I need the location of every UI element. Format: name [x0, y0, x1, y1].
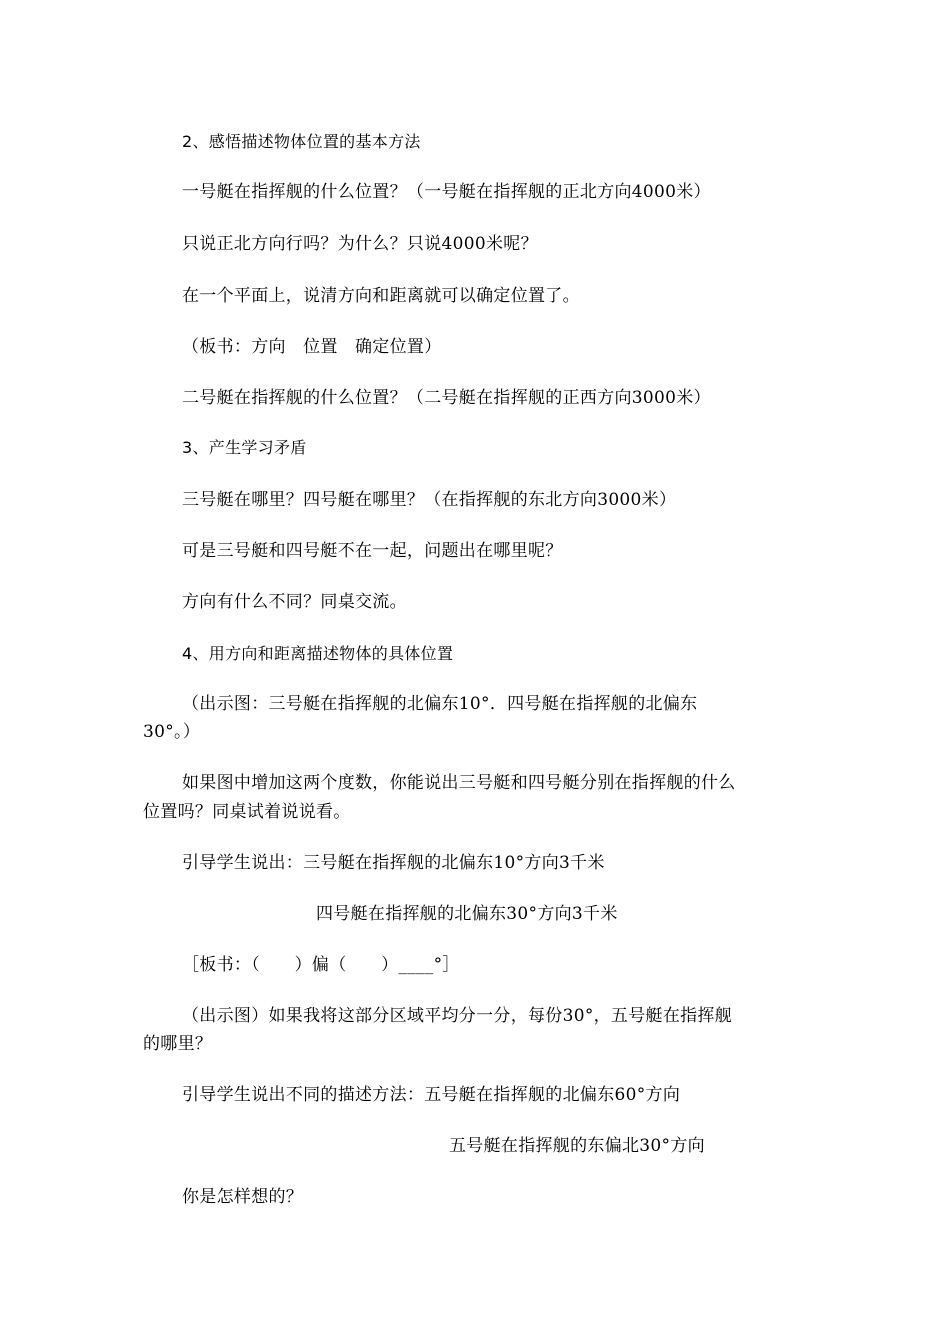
paragraph-indented: 五号艇在指挥舰的东偏北30°方向	[449, 1136, 705, 1156]
paragraph: 如果图中增加这两个度数，你能说出三号艇和四号艇分别在指挥舰的什么	[182, 773, 736, 793]
paragraph: 可是三号艇和四号艇不在一起，问题出在哪里呢？	[182, 541, 563, 561]
paragraph-continued: 30°。）	[143, 722, 201, 742]
paragraph-indented: 四号艇在指挥舰的北偏东30°方向3千米	[316, 904, 618, 924]
paragraph: （出示图）如果我将这部分区域平均分一分，每份30°，五号艇在指挥舰	[182, 1006, 733, 1026]
paragraph: 在一个平面上，说清方向和距离就可以确定位置了。	[182, 286, 580, 306]
section-heading-3: 3、产生学习矛盾	[182, 438, 307, 457]
paragraph-continued: 位置吗？同桌试着说说看。	[143, 802, 351, 822]
paragraph: 二号艇在指挥舰的什么位置？（二号艇在指挥舰的正西方向3000米）	[182, 388, 711, 408]
paragraph: 引导学生说出：三号艇在指挥舰的北偏东10°方向3千米	[182, 853, 605, 873]
board-note: （板书：方向 位置 确定位置）	[182, 337, 442, 357]
section-heading-2: 2、感悟描述物体位置的基本方法	[182, 132, 421, 151]
paragraph: 你是怎样想的？	[182, 1187, 304, 1207]
board-note: ［板书：（ ）偏（ ）____°］	[182, 955, 460, 975]
paragraph-continued: 的哪里？	[143, 1034, 213, 1054]
paragraph: 方向有什么不同？同桌交流。	[182, 592, 407, 612]
paragraph: （出示图：三号艇在指挥舰的北偏东10°．四号艇在指挥舰的北偏东	[182, 694, 698, 714]
paragraph: 三号艇在哪里？四号艇在哪里？（在指挥舰的东北方向3000米）	[182, 490, 677, 510]
paragraph: 只说正北方向行吗？为什么？只说4000米呢？	[182, 234, 538, 254]
section-heading-4: 4、用方向和距离描述物体的具体位置	[182, 644, 454, 663]
paragraph: 一号艇在指挥舰的什么位置？（一号艇在指挥舰的正北方向4000米）	[182, 182, 711, 202]
paragraph: 引导学生说出不同的描述方法：五号艇在指挥舰的北偏东60°方向	[182, 1085, 681, 1105]
